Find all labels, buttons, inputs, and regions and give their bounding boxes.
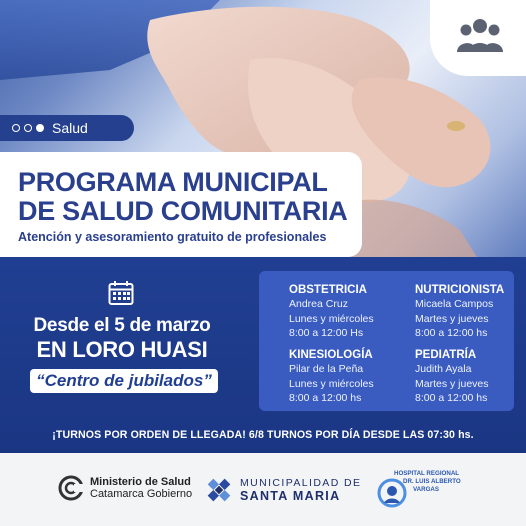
info-section	[0, 257, 526, 453]
service-hours: 8:00 a 12:00 hs	[415, 392, 488, 404]
corner-badge	[430, 0, 526, 76]
schedule-panel	[259, 271, 514, 411]
ministerio-line-2: Catamarca Gobierno	[90, 488, 193, 500]
service-obstetricia	[289, 284, 414, 341]
service-hours: 8:00 a 12:00 hs	[415, 327, 488, 339]
service-name: KINESIOLOGÍA	[289, 349, 373, 361]
municipalidad-line-2: SANTA MARIA	[240, 489, 341, 503]
start-date: Desde el 5 de marzo	[33, 315, 211, 336]
service-hours: 8:00 a 12:00 hs	[289, 392, 362, 404]
municipalidad-emblem-icon	[205, 476, 233, 504]
tag-dot	[24, 124, 32, 132]
turnos-notice: ¡TURNOS POR ORDEN DE LLEGADA! 6/8 TURNOS POR DÍA DESDE LAS 07:30 hs.	[52, 429, 474, 441]
title-line-2: DE SALUD COMUNITARIA	[18, 196, 348, 226]
venue-pill: “Centro de jubilados”	[30, 369, 218, 393]
footer-logos	[0, 453, 526, 526]
service-nutricionista	[415, 284, 526, 341]
service-name: PEDIATRÍA	[415, 349, 477, 361]
service-days: Lunes y miércoles	[289, 312, 374, 325]
service-days: Martes y jueves	[415, 377, 489, 390]
tag-dot	[12, 124, 20, 132]
service-professional: Pilar de la Peña	[289, 363, 364, 375]
logo-municipalidad	[205, 476, 361, 504]
service-professional: Micaela Campos	[415, 298, 494, 310]
service-name: OBSTETRICIA	[289, 284, 367, 296]
logo-ministerio-salud	[58, 475, 192, 501]
location: EN LORO HUASI	[36, 337, 208, 362]
tag-label: Salud	[52, 120, 88, 136]
category-tag	[0, 115, 134, 141]
service-pediatria	[415, 349, 526, 406]
logo-hospital	[377, 466, 487, 516]
title-card	[0, 152, 362, 257]
hospital-line-3: VARGAS	[413, 486, 440, 493]
tag-dots	[12, 124, 44, 132]
calendar-icon	[108, 280, 134, 306]
service-days: Martes y jueves	[415, 312, 489, 325]
subtitle: Atención y asesoramiento gratuito de profesionales	[18, 230, 327, 244]
tag-dot	[36, 124, 44, 132]
service-name: NUTRICIONISTA	[415, 284, 505, 296]
title-line-1: PROGRAMA MUNICIPAL	[18, 167, 328, 197]
service-days: Lunes y miércoles	[289, 377, 374, 390]
ministerio-emblem-icon	[58, 475, 84, 501]
hospital-line-1: HOSPITAL REGIONAL	[394, 470, 460, 477]
service-professional: Andrea Cruz	[289, 298, 348, 310]
service-hours: 8:00 a 12:00 Hs	[289, 327, 364, 339]
hospital-line-2: DR. LUIS ALBERTO	[403, 478, 461, 485]
ministerio-line-1: Ministerio de Salud	[90, 476, 191, 488]
service-professional: Judith Ayala	[415, 363, 472, 375]
community-group-icon	[457, 18, 503, 54]
municipalidad-line-1: MUNICIPALIDAD DE	[240, 477, 362, 489]
service-kinesiologia	[289, 349, 414, 406]
